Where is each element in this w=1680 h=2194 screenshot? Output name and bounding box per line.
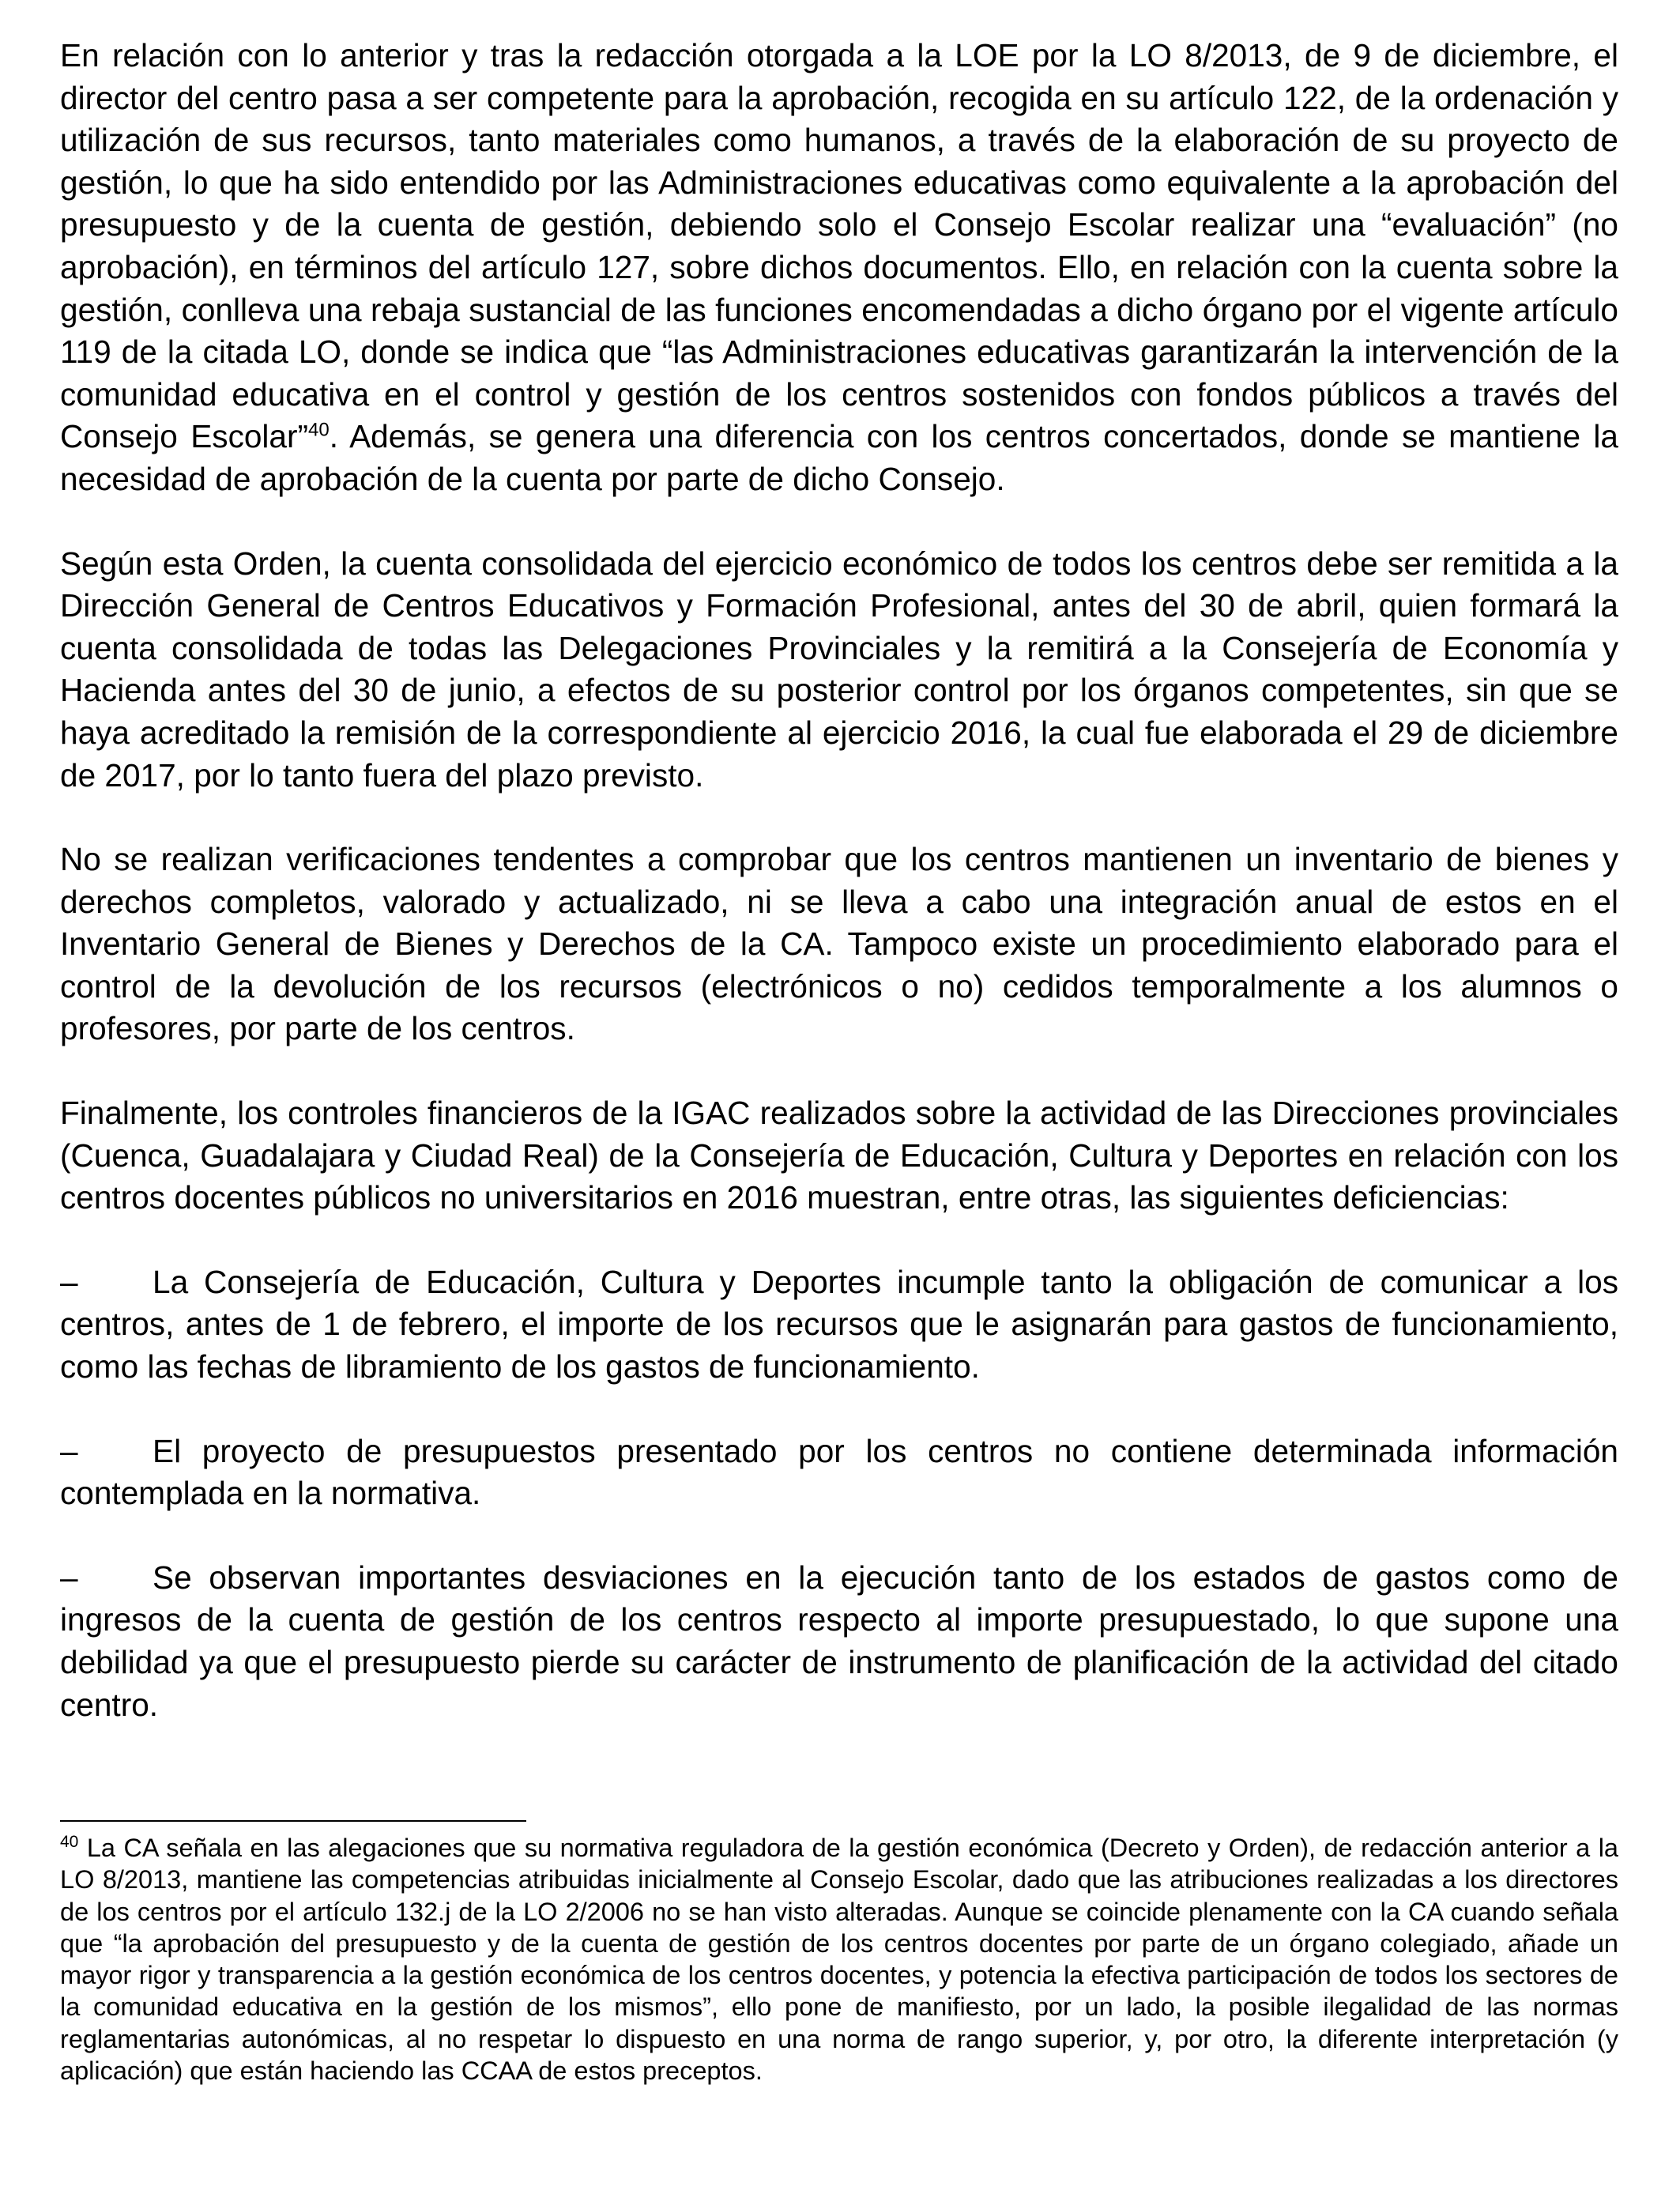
paragraph-text: En relación con lo anterior y tras la redacción otorgada a la LOE por la LO 8/2013, de 9 de diciembre, el director del centro pasa a ser competente para la aprobación, recogida en su artículo 122, de la ordenación y utilización de sus recursos, tanto materiales como humanos, a través de la elaboración de su proyecto de gestión, lo que ha sido entendido por las Administraciones educativas como equivalente a la aprobación del presupuesto y de la cuenta de gestión, debiendo solo el Consejo Escolar realizar una “evaluación” (no aprobación), en términos del artículo 127, sobre dichos documentos. Ello, en relación con la cuenta sobre la gestión, conlleva una rebaja sustancial de las funciones encomendadas a dicho órgano por el vigente artículo 119 de la citada LO, donde se indica que “las Administraciones educativas garantizarán la intervención de la comunidad educativa en el control y gestión de los centros sostenidos con fondos públicos a través del Consejo Escolar” xyxy=(60,37,1618,455)
footnote-separator xyxy=(60,1820,526,1822)
dash-bullet-icon: – xyxy=(60,1432,78,1469)
footnote-text: La CA señala en las alegaciones que su normativa reguladora de la gestión económica (Decreto y Orden), de redacción anterior a la LO 8/2013, mantiene las competencias atribuidas inicialmente al Consejo Escolar, dado que las atribuciones realizadas a los directores de los centros por el artículo 132.j de la LO 2/2006 no se han visto alteradas. Aunque se coincide plenamente con la CA cuando señala que “la aprobación del presupuesto y de la cuenta de gestión de los centros docentes por parte de un órgano colegiado, añade un mayor rigor y transparencia a la gestión económica de los centros docentes, y potencia la efectiva participación de todos los sectores de la comunidad educativa en la gestión de los mismos”, ello pone de manifiesto, por un lado, la posible ilegalidad de las normas reglamentarias autonómicas, al no respetar lo dispuesto en una norma de rango superior, y, por otro, la diferente interpretación (y aplicación) que están haciendo las CCAA de estos preceptos. xyxy=(60,1834,1618,2086)
paragraph-loe-director-competence xyxy=(60,35,1618,501)
footnote-reference-40[interactable]: 40 xyxy=(308,419,330,441)
paragraph-text-continued: . Además, se genera una diferencia con los centros concertados, donde se mantiene la necesidad de aprobación de la cuenta por parte de dicho Consejo. xyxy=(60,418,1618,497)
footnote-40 xyxy=(60,1832,1618,2087)
footnote-number: 40 xyxy=(60,1833,79,1852)
paragraph-controles-igac: Finalmente, los controles financieros de la IGAC realizados sobre la actividad de las Direcciones provinciales (Cuenca, Guadalajara y Ciudad Real) de la Consejería de Educación, Cultura y Deportes en relación con los centros docentes públicos no universitarios en 2016 muestran, entre otras, las siguientes deficiencias: xyxy=(60,1095,1618,1216)
list-item-deficiency-3 xyxy=(60,1557,1618,1726)
list-item-text: La Consejería de Educación, Cultura y Deportes incumple tanto la obligación de comunicar a los centros, antes de 1 de febrero, el importe de los recursos que le asignarán para gastos de funcionamiento, como las fechas de libramiento de los gastos de funcionamiento. xyxy=(60,1263,1618,1385)
list-item-deficiency-2 xyxy=(60,1431,1618,1515)
paragraph-inventario: No se realizan verificaciones tendentes a comprobar que los centros mantienen un inventario de bienes y derechos completos, valorado y actualizado, ni se lleva a cabo una integración anual de estos en el Inventario General de Bienes y Derechos de la CA. Tampoco existe un procedimiento elaborado para el control de la devolución de los recursos (electrónicos o no) cedidos temporalmente a los alumnos o profesores, por parte de los centros. xyxy=(60,841,1618,1047)
list-item-text: El proyecto de presupuestos presentado por los centros no contiene determinada información contemplada en la normativa. xyxy=(60,1432,1618,1512)
paragraph-cuenta-consolidada: Según esta Orden, la cuenta consolidada del ejercicio económico de todos los centros debe ser remitida a la Dirección General de Centros Educativos y Formación Profesional, antes del 30 de abril, quien formará la cuenta consolidada de todas las Delegaciones Provinciales y la remitirá a la Consejería de Economía y Hacienda antes del 30 de junio, a efectos de su posterior control por los órganos competentes, sin que se haya acreditado la remisión de la correspondiente al ejercicio 2016, la cual fue elaborada el 29 de diciembre de 2017, por lo tanto fuera del plazo previsto. xyxy=(60,545,1618,794)
document-body xyxy=(60,35,1618,1726)
dash-bullet-icon: – xyxy=(60,1263,78,1300)
list-item-deficiency-1 xyxy=(60,1261,1618,1389)
list-item-text: Se observan importantes desviaciones en la ejecución tanto de los estados de gastos como de ingresos de la cuenta de gestión de los centros respecto al importe presupuestado, lo que supone una debilidad ya que el presupuesto pierde su carácter de instrumento de planificación de la actividad del citado centro. xyxy=(60,1559,1618,1723)
dash-bullet-icon: – xyxy=(60,1559,78,1596)
